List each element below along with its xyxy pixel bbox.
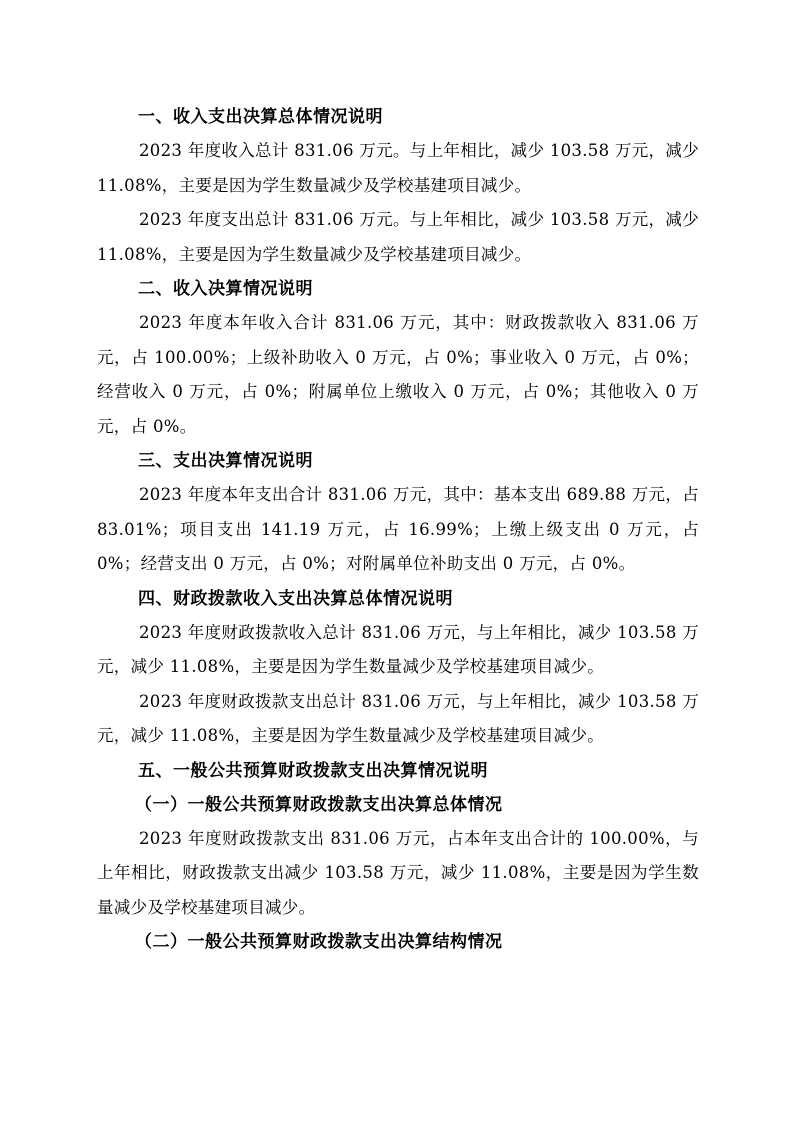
section-5-subheading-2: （二）一般公共预算财政拨款支出决算结构情况 xyxy=(135,932,503,952)
section-1-paragraph-expenditure: 2023 年度支出总计 831.06 万元。与上年相比，减少 103.58 万元，减少 11.08%，主要是因为学生数量减少及学校基建项目减少。 xyxy=(97,210,699,264)
section-5-subheading-1: （一）一般公共预算财政拨款支出决算总体情况 xyxy=(135,794,503,815)
section-2-heading: 二、收入决算情况说明 xyxy=(138,279,313,299)
section-5-sub-1-paragraph: 2023 年度财政拨款支出 831.06 万元，占本年支出合计的 100.00%，与上年相比，财政拨款支出减少 103.58 万元，减少 11.08%，主要是因为学生数量减少及学校基建项目减少。 xyxy=(97,828,699,917)
section-3-heading: 三、支出决算情况说明 xyxy=(138,451,313,471)
section-4-paragraph-expenditure: 2023 年度财政拨款支出总计 831.06 万元，与上年相比，减少 103.58 万元，减少 11.08%，主要是因为学生数量减少及学校基建项目减少。 xyxy=(97,691,699,745)
section-1-heading: 一、收入支出决算总体情况说明 xyxy=(138,107,383,127)
section-4-paragraph-income: 2023 年度财政拨款收入总计 831.06 万元，与上年相比，减少 103.58 万元，减少 11.08%，主要是因为学生数量减少及学校基建项目减少。 xyxy=(97,622,699,676)
section-3-paragraph: 2023 年度本年支出合计 831.06 万元，其中：基本支出 689.88 万元，占 83.01%；项目支出 141.19 万元，占 16.99%；上缴上级支出 0 万元，占 0%；经营支出 0 万元，占 0%；对附属单位补助支出 0 万元，占 0%。 xyxy=(97,485,699,573)
section-5-heading: 五、一般公共预算财政拨款支出决算情况说明 xyxy=(138,760,488,781)
section-4-heading: 四、财政拨款收入支出决算总体情况说明 xyxy=(138,588,453,609)
document-page xyxy=(97,100,699,959)
section-2-paragraph: 2023 年度本年收入合计 831.06 万元，其中：财政拨款收入 831.06 万元，占 100.00%；上级补助收入 0 万元，占 0%；事业收入 0 万元，占 0%；经营收入 0 万元，占 0%；附属单位上缴收入 0 万元，占 0%；其他收入 0 万元，占 0%。 xyxy=(97,313,699,436)
section-1-paragraph-income: 2023 年度收入总计 831.06 万元。与上年相比，减少 103.58 万元，减少 11.08%，主要是因为学生数量减少及学校基建项目减少。 xyxy=(97,141,699,195)
